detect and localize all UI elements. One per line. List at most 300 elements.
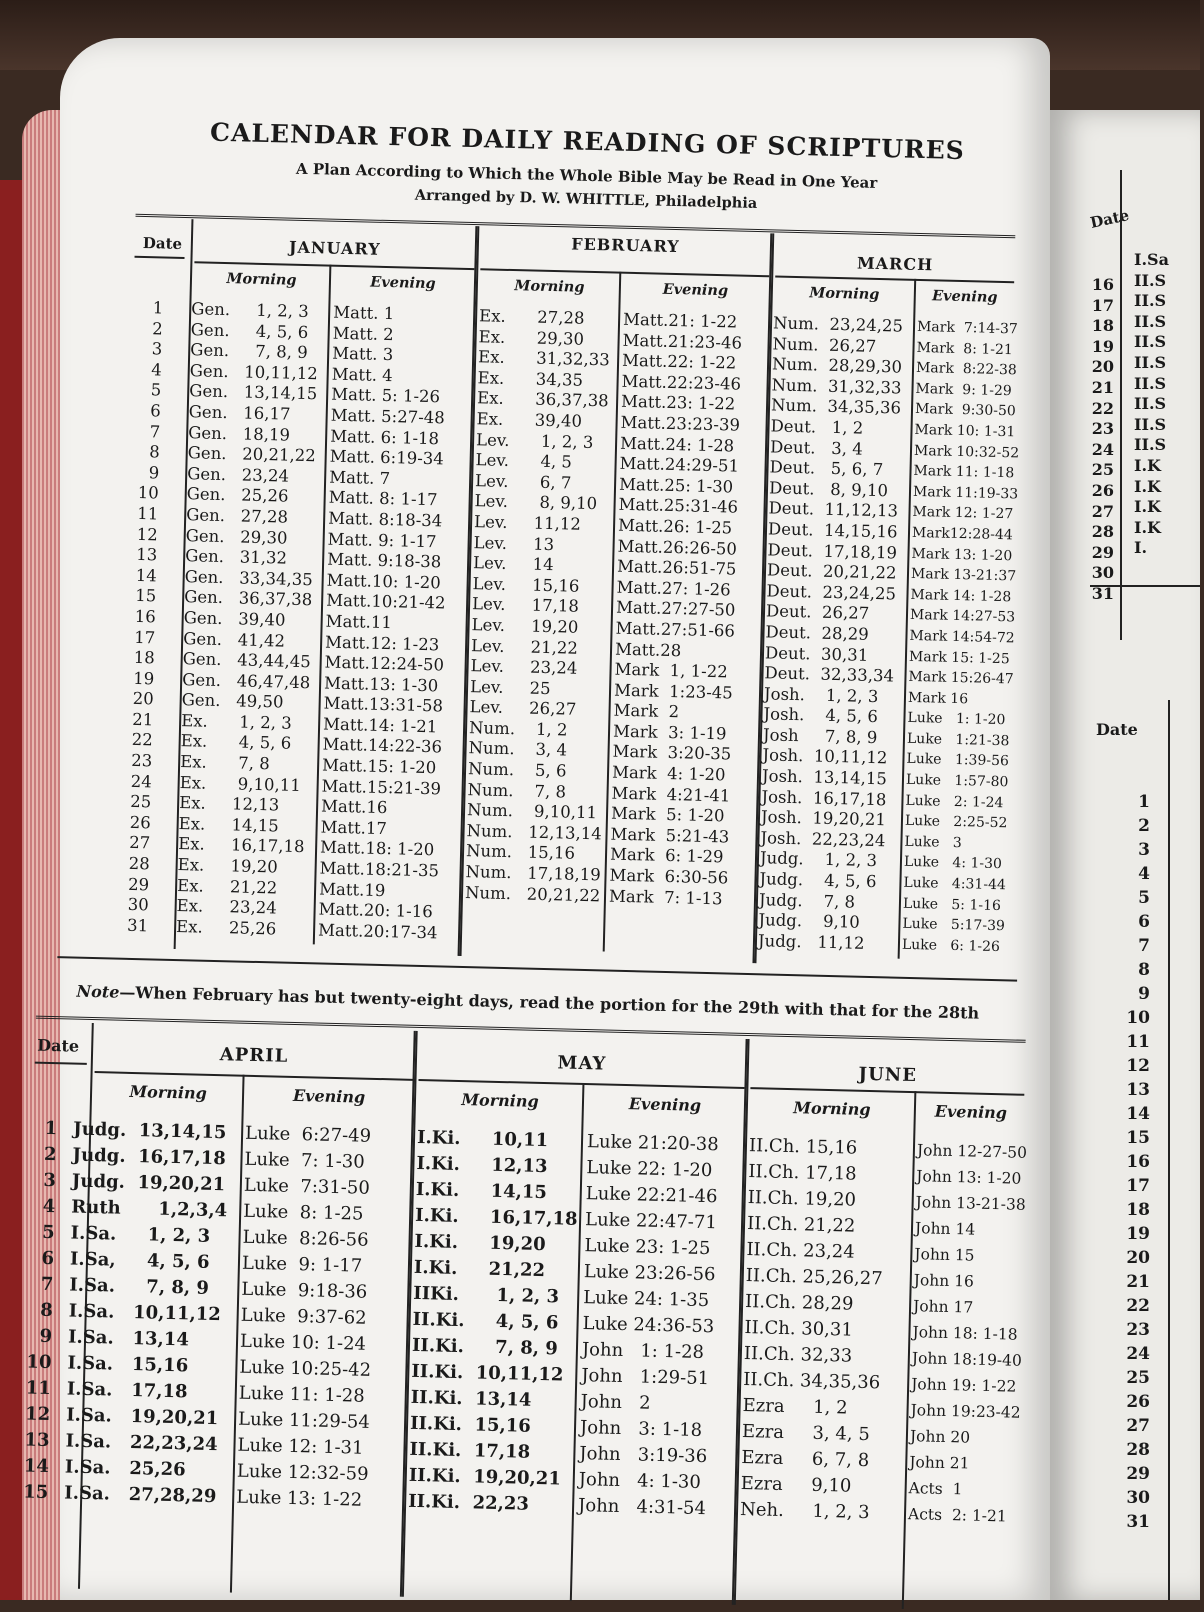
evening-header: Evening [662,280,729,300]
table-cell: 13 [24,1429,50,1452]
table-cell: Mark 1:23-45 [613,680,734,703]
table-cell: John 13: 1-20 [916,1167,1022,1188]
table-cell: Num. 5, 6 [467,759,567,781]
month-rule [750,1087,1024,1096]
table-cell: Ezra 6, 7, 8 [741,1446,870,1472]
right-date-header-lower: Date [1096,720,1138,739]
table-cell: I.Ki. 19,20 [414,1230,546,1256]
table-cell: Josh. 19,20,21 [760,807,887,830]
table-cell: John 1:29-51 [581,1365,710,1390]
table-cell: Ex. 36,37,38 [476,388,609,411]
table-cell: 22 [1091,398,1114,418]
table-cell: Matt.25: 1-30 [618,474,734,497]
table-cell: Lev. 23,24 [470,656,578,678]
table-cell: 2 [152,318,164,339]
table-cell: II.Ki. 19,20,21 [408,1464,562,1490]
table-cell: II.Ch. 19,20 [747,1187,857,1211]
table-cell: Matt.22: 1-22 [621,350,737,373]
table-cell: Ex. 27,28 [478,306,585,328]
right-page [1050,110,1200,1600]
table-cell: 3 [151,339,163,359]
divider [1120,170,1122,640]
table-cell: Deut. 3, 4 [769,436,864,459]
table-cell: Ex. 4, 5, 6 [180,731,292,754]
table-cell: Josh. 10,11,12 [762,745,888,768]
table-cell: Deut. 26,27 [765,601,870,624]
table-cell: 31 [1126,1512,1150,1532]
may-morning [408,1125,581,1519]
table-cell: 15 [1126,1128,1150,1148]
table-cell: Josh. 13,14,15 [761,766,888,789]
table-cell: Luke 8: 1-25 [242,1200,364,1225]
table-cell: Matt. 9: 1-17 [327,529,437,551]
table-cell: 21 [1126,1272,1150,1292]
month-rule [480,268,769,277]
table-cell: Matt. 4 [331,364,393,385]
table-cell: Luke 1:39-56 [906,751,1010,770]
table-cell: Num. 15,16 [465,841,576,864]
table-cell: Matt.23: 1-22 [620,392,736,414]
table-cell: II.Ki. 10,11,12 [411,1360,564,1386]
table-cell: Luke 1: 1-20 [907,710,1006,729]
table-cell: Matt.26:26-50 [617,536,738,559]
table-cell: John 15 [914,1245,975,1265]
table-cell: Matt. 7 [328,467,391,488]
table-cell: 18 [1091,316,1114,336]
table-cell: Luke 1:21-38 [906,730,1010,750]
table-cell: 28 [1126,1440,1150,1460]
table-cell: Mark 10: 1-31 [914,421,1016,441]
table-cell: Num. 17,18,19 [465,862,601,885]
month-rule [775,275,1014,283]
table-cell: 5 [150,380,162,400]
table-cell: IIKi. 1, 2, 3 [413,1282,560,1308]
right-top-dates [1080,275,1114,605]
table-cell: Luke 22:47-71 [584,1209,718,1234]
table-cell: 5 [41,1221,55,1244]
table-cell: Luke 5:17-39 [902,915,1006,935]
table-cell: John 12-27-50 [916,1141,1028,1162]
table-cell: Mark 11:19-33 [912,483,1019,503]
table-cell: II.S [1134,394,1167,414]
table-cell: Deut. 32,33,34 [764,663,895,686]
table-cell: Matt.19 [318,879,386,900]
table-cell: Neh. 1, 2, 3 [739,1498,870,1524]
table-cell: Matt.25:31-46 [618,495,739,517]
table-cell: I.Sa, 4, 5, 6 [69,1248,210,1273]
table-cell: Lev. 4, 5 [475,450,573,472]
table-cell: 14 [135,565,157,586]
table-cell: 26 [129,812,151,833]
table-cell: II.Ch. 23,24 [746,1239,855,1263]
table-cell: Num. 23,24,25 [772,313,904,336]
table-cell: Deut. 17,18,19 [767,539,898,563]
table-cell: Mark 15:26-47 [908,668,1014,688]
table-cell: Gen. 1, 2, 3 [191,299,309,322]
table-cell: 13 [1126,1080,1150,1100]
table-cell: John 2 [580,1391,651,1414]
table-cell: Luke 12:32-59 [236,1460,369,1485]
table-cell: 31 [126,915,149,936]
table-cell: II.Ch. 28,29 [744,1291,854,1315]
table-cell: Mark 5:21-43 [610,824,730,847]
morning-header: Morning [129,1081,208,1103]
table-cell: Luke 22: 1-20 [586,1157,713,1182]
table-cell: John 18:19-40 [911,1349,1023,1370]
table-cell: Lev. 11,12 [473,512,582,534]
table-cell: Lev. 13 [473,532,555,554]
evening-header: Evening [370,273,436,293]
table-cell: II.Ki. 7, 8, 9 [411,1334,559,1360]
table-cell: I.K [1134,455,1161,475]
table-cell: 22 [1126,1296,1150,1316]
table-cell: Matt.26:51-75 [616,556,737,579]
table-cell: 6 [150,401,162,421]
table-cell: 8 [39,1299,54,1322]
table-cell: John 17 [912,1297,974,1317]
table-cell: Gen. 46,47,48 [181,669,311,692]
table-cell: Gen. 23,24 [187,463,290,486]
table-cell: 11 [1126,1032,1150,1052]
table-cell: Gen. 27,28 [186,505,289,527]
table-cell: II.S [1134,311,1167,331]
table-cell: Luke 22:21-46 [585,1183,718,1208]
table-cell: Ex. 39,40 [476,409,583,431]
table-cell: Num. 12,13,14 [466,820,602,844]
table-cell: Num. 34,35,36 [770,395,902,418]
table-cell: Luke 6:27-49 [244,1122,372,1147]
table-cell: Mark 1, 1-22 [614,659,728,682]
table-cell: II.S [1134,332,1167,352]
table-cell: 6 [41,1247,55,1270]
evening-header: Evening [931,287,998,306]
table-cell: II.S [1134,270,1167,290]
table-cell: John 19: 1-22 [910,1375,1017,1396]
table-cell: Luke 4:31-44 [903,874,1007,894]
table-cell: Mark 5: 1-20 [610,803,725,826]
table-cell: John 16 [913,1271,975,1291]
table-cell: Luke 10: 1-24 [239,1330,367,1355]
table-cell: Lev. 14 [472,553,554,575]
table-cell: Luke 13: 1-22 [235,1486,363,1511]
table-cell: Ezra 1, 2 [742,1394,848,1419]
table-cell: 18 [133,647,155,668]
table-cell: Luke 8:26-56 [242,1226,369,1251]
table-cell: 17 [1091,295,1114,315]
table-cell: I.Ki. 16,17,18 [414,1204,578,1230]
table-cell: 19 [133,668,155,689]
february-evening [609,310,769,911]
table-cell: Luke 3 [904,833,962,852]
table-cell: Mark 14: 1-28 [910,586,1012,606]
table-cell: Josh. 22,23,24 [760,828,886,851]
table-cell: Matt.16 [320,796,388,818]
table-cell: Luke 6: 1-26 [901,936,1001,955]
table-cell: John 21 [909,1453,970,1473]
table-cell: 22 [131,730,153,750]
table-cell: II.Ch. 32,33 [743,1343,853,1367]
table-cell: John 3: 1-18 [579,1417,703,1442]
table-cell: Matt.13:31-58 [323,693,444,716]
table-cell: John 1: 1-28 [581,1339,705,1364]
right-bottom-dates [1110,790,1150,1534]
table-cell: Lev. 6, 7 [474,470,572,493]
table-cell: Mark 4:21-41 [611,783,731,806]
evening-header: Evening [292,1085,366,1107]
table-cell: 25 [129,792,152,812]
table-cell: II.S [1134,373,1167,393]
morning-header: Morning [226,270,297,289]
table-cell: Gen. 25,26 [186,484,289,506]
right-date-header: Date [1088,206,1131,232]
table-cell: Num. 20,21,22 [464,882,601,905]
note [76,982,1036,1024]
table-cell: Mark 6: 1-29 [609,845,724,867]
table-cell: 16 [134,606,156,627]
table-cell: Matt.27: 1-26 [616,577,731,600]
table-cell: 28 [1091,522,1114,542]
table-cell: 10 [1126,1008,1150,1028]
table-cell: Lev. 26,27 [469,697,577,720]
table-cell: Matt.14: 1-21 [322,714,438,737]
table-cell: Ex. 23,24 [176,896,277,918]
march-header: MARCH [856,253,934,275]
table-cell: 27 [128,833,151,853]
table-cell: 12 [1126,1056,1150,1076]
table-cell: 14 [1126,1104,1150,1124]
date-header-rule [35,1062,87,1065]
table-cell: 9 [1138,984,1150,1004]
table-cell: Gen. 31,32 [185,546,288,568]
table-cell: Deut. 14,15,16 [767,519,898,542]
table-cell: Matt. 9:18-38 [326,549,442,572]
table-cell: John 4: 1-30 [578,1469,702,1493]
table-cell: 10 [26,1351,52,1374]
table-cell: II.Ch. 30,31 [744,1317,854,1341]
table-cell: Gen. 18,19 [188,422,291,445]
table-cell: 9 [39,1325,53,1348]
table-cell: 24 [1126,1344,1150,1364]
table-cell: Lev. 1, 2, 3 [475,429,594,452]
table-cell: Gen. 4, 5, 6 [190,319,309,342]
table-cell: Matt.10:21-42 [325,590,446,613]
table-cell: Num. 3, 4 [468,738,568,760]
table-cell: 27 [1091,501,1114,521]
table-cell: Mark 2 [613,700,680,722]
table-cell: 23 [1091,419,1114,439]
table-cell: Judg. 11,12 [757,931,865,953]
table-cell: Judg. 16,17,18 [72,1144,227,1170]
table-cell: Luke 21:20-38 [586,1131,719,1156]
table-cell: 9 [148,462,160,483]
january-morning [176,299,328,941]
table-cell: 1 [44,1117,58,1140]
april-evening [236,1121,411,1515]
table-cell: Mark 4: 1-20 [611,762,726,785]
table-cell: Mark 15: 1-25 [908,648,1010,667]
table-cell: 24 [1091,439,1114,459]
table-cell: Luke 12: 1-31 [237,1434,364,1459]
note-text: —When February has but twenty-eight days, read the portion for the 29th with that for the 28th [119,982,980,1023]
table-cell: Matt.15:21-39 [321,776,442,799]
table-cell: Mark 7:14-37 [916,318,1018,338]
table-cell: Deut. 20,21,22 [766,560,897,583]
table-cell: Gen. 41,42 [182,628,286,651]
table-cell: Num. 1, 2 [468,717,568,740]
table-cell: Num. 9,10,11 [466,800,598,823]
table-cell: Ex. 7, 8 [179,752,270,774]
table-cell: II.Ki. 22,23 [407,1490,530,1515]
table-cell: 16 [1126,1152,1150,1172]
table-cell: II.Ch. 17,18 [748,1161,857,1185]
january-header: JANUARY [288,237,381,259]
table-cell: Judg. 9,10 [758,910,861,932]
table-cell: II.Ch. 25,26,27 [745,1265,883,1290]
march-evening [901,317,1020,958]
table-cell: 8 [149,442,160,462]
note-label: Note [76,981,120,1002]
table-cell: Matt.17 [320,817,388,838]
table-cell: Lev. 17,18 [471,594,580,617]
table-cell: Ezra 3, 4, 5 [741,1420,871,1446]
table-cell: Luke 11:29-54 [237,1408,371,1433]
table-cell: Judg. 13,14,15 [72,1118,227,1144]
april-morning [64,1117,241,1511]
table-cell: Luke 10:25-42 [239,1356,372,1381]
table-cell: Luke 4: 1-30 [903,854,1003,873]
table-cell: 29 [127,874,150,894]
table-cell: Ezra 9,10 [740,1472,852,1497]
table-cell: Lev. 19,20 [471,615,579,637]
table-cell: I.Sa. 25,26 [64,1456,186,1481]
table-cell: I.Sa. 10,11,12 [68,1300,222,1326]
table-cell: Matt.10: 1-20 [326,570,442,593]
table-cell: Mark 10:32-52 [913,442,1020,462]
table-cell: I.Ki. 14,15 [415,1178,548,1204]
morning-header: Morning [793,1098,871,1120]
table-cell: Matt. 1 [333,302,395,324]
table-cell: Ex. 9,10,11 [179,772,301,795]
table-cell: Luke 5: 1-16 [902,895,1002,914]
table-cell: Matt.12: 1-23 [324,632,440,654]
table-cell: Matt.20: 1-16 [318,899,433,922]
table-cell: Luke 7: 1-30 [244,1148,365,1173]
table-cell: II.Ki. 15,16 [409,1412,532,1437]
table-cell: 20 [132,689,154,709]
right-rule [1090,585,1200,587]
table-cell: 30 [127,895,149,915]
table-cell: John 19:23-42 [910,1401,1021,1422]
february-header: FEBRUARY [570,234,680,257]
table-cell: Mark 3:20-35 [612,742,732,764]
table-cell: 3 [1138,840,1150,860]
table-cell: Judg. 1, 2, 3 [759,848,878,871]
table-cell: Ex. 34,35 [477,367,584,390]
table-cell: Matt.18: 1-20 [319,837,435,860]
table-cell: 26 [1126,1392,1150,1412]
date-header-rule [135,256,185,259]
table-cell: Num. 31,32,33 [771,375,902,398]
table-cell: II.S [1134,435,1167,455]
table-cell: 12 [24,1403,51,1426]
table-cell: 5 [1138,888,1150,908]
table-cell: Gen. 36,37,38 [184,587,313,610]
table-cell: Josh. 1, 2, 3 [763,683,879,706]
table-cell: Mark 8: 1-21 [916,339,1014,358]
table-cell: Ex. 31,32,33 [477,347,610,370]
table-cell: Luke 2: 1-24 [905,792,1004,811]
table-cell: Luke 9:37-62 [240,1304,367,1329]
table-cell: Lev. 15,16 [472,573,580,596]
table-cell: 21 [131,709,154,730]
table-cell: Mark 16 [907,689,969,707]
month-rule [95,1071,413,1081]
table-cell: Ex. 16,17,18 [177,834,305,857]
table-cell: 26 [1091,480,1114,500]
table-cell: 27 [1126,1416,1150,1436]
table-cell: I.K [1134,517,1161,537]
evening-header: Evening [934,1101,1008,1123]
table-cell: I.Sa. 7, 8, 9 [69,1274,210,1299]
table-cell: Mark12:28-44 [911,524,1013,544]
table-cell: I. [1134,538,1148,558]
table-cell: Judg. 7, 8 [758,889,856,912]
table-cell: Matt. 6:19-34 [329,446,445,469]
table-cell: I.Sa. 13,14 [67,1326,190,1351]
table-cell: 15 [22,1481,49,1504]
table-cell: 30 [1091,563,1114,583]
table-cell: 14 [23,1455,50,1478]
table-cell: 16 [1091,275,1114,294]
march-morning [758,313,914,955]
table-cell: Luke 1:57-80 [905,771,1009,791]
table-cell: Gen. 7, 8, 9 [190,340,308,363]
table-cell: John 20 [909,1427,971,1447]
table-cell: Luke 23:26-56 [583,1261,716,1286]
page-title: CALENDAR FOR DAILY READING OF SCRIPTURES [209,117,966,166]
table-cell: II.S [1134,352,1167,372]
table-cell: Gen. 49,50 [181,690,284,712]
table-cell: Matt.12:24-50 [324,652,445,675]
table-cell: Lev. 25 [469,676,551,698]
date-column [108,298,164,937]
table-cell: Gen. 10,11,12 [189,360,318,384]
table-cell: Gen. 33,34,35 [184,566,313,589]
table-cell: 2 [1138,816,1150,836]
table-cell: Mark 14:54-72 [909,627,1015,647]
table-cell: Matt. 2 [332,323,394,344]
table-cell: II.S [1134,414,1167,434]
table-cell: Matt.21: 1-22 [622,309,738,332]
table-cell: Luke 7:31-50 [243,1174,371,1199]
table-cell: Deut. 1, 2 [770,416,864,438]
table-cell: Matt.27:27-50 [615,597,736,620]
table-cell: Matt. 8:18-34 [327,508,443,531]
table-cell: Matt.28 [614,639,682,660]
table-cell: Deut. 5, 6, 7 [769,457,884,480]
table-cell: Gen. 29,30 [185,525,288,548]
table-cell: John 18: 1-18 [912,1323,1018,1344]
table-cell: 29 [1126,1464,1150,1484]
table-cell: 7 [149,421,161,442]
table-cell: 7 [40,1273,54,1296]
table-cell: Matt.20:17-34 [317,920,438,943]
table-cell: 23 [130,750,153,771]
arranged-by: Arranged by D. W. WHITTLE, Philadelphia [414,186,758,212]
table-cell: I.Ki. 21,22 [413,1256,546,1282]
june-morning [740,1133,913,1527]
table-cell: John 13-21-38 [915,1193,1026,1214]
